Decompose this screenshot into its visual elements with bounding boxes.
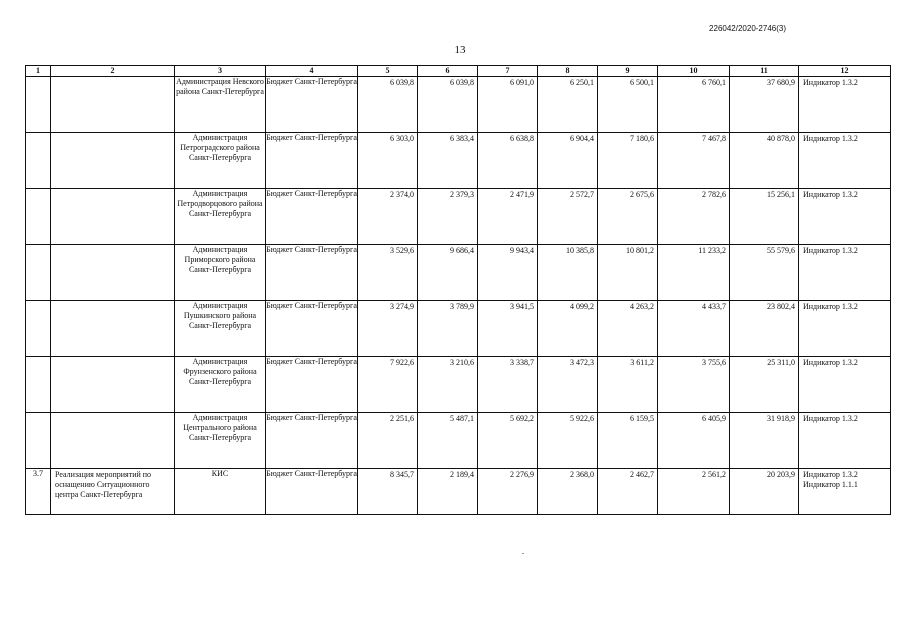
value-cell: 4 263,2	[598, 301, 658, 357]
table-row	[26, 413, 891, 469]
measure-name-cell	[51, 77, 175, 133]
value-cell: 9 943,4	[478, 245, 538, 301]
value-cell: 6 760,1	[658, 77, 730, 133]
measure-name-cell	[51, 245, 175, 301]
funding-source-cell: Бюджет Санкт-Петербурга	[266, 469, 358, 515]
value-cell: 3 611,2	[598, 357, 658, 413]
value-cell: 2 462,7	[598, 469, 658, 515]
value-cell: 8 345,7	[358, 469, 418, 515]
scan-speck	[522, 553, 524, 554]
table-row	[26, 469, 891, 515]
document-number: 226042/2020-2746(3)	[709, 24, 786, 33]
row-number-cell	[26, 133, 51, 189]
executor-cell: Администрация Петроградского района Санкт-Петербурга	[175, 133, 266, 189]
table-row	[26, 301, 891, 357]
budget-table	[25, 65, 891, 515]
value-cell: 15 256,1	[730, 189, 799, 245]
measure-name-cell	[51, 357, 175, 413]
value-cell: 11 233,2	[658, 245, 730, 301]
value-cell: 6 383,4	[418, 133, 478, 189]
value-cell: 6 039,8	[358, 77, 418, 133]
value-cell: 7 467,8	[658, 133, 730, 189]
value-cell: 23 802,4	[730, 301, 799, 357]
value-cell: 2 675,6	[598, 189, 658, 245]
page-number: 13	[454, 44, 466, 56]
row-number-cell	[26, 357, 51, 413]
value-cell: 3 472,3	[538, 357, 598, 413]
value-cell: 55 579,6	[730, 245, 799, 301]
value-cell: 5 487,1	[418, 413, 478, 469]
value-cell: 4 433,7	[658, 301, 730, 357]
funding-source-cell: Бюджет Санкт-Петербурга	[266, 133, 358, 189]
value-cell: 4 099,2	[538, 301, 598, 357]
row-number-cell: 3.7	[26, 469, 51, 515]
executor-cell: Администрация Приморского района Санкт-Петербурга	[175, 245, 266, 301]
indicator-cell: Индикатор 1.3.2 Индикатор 1.1.1	[799, 469, 891, 515]
value-cell: 9 686,4	[418, 245, 478, 301]
indicator-cell: Индикатор 1.3.2	[799, 77, 891, 133]
indicator-cell: Индикатор 1.3.2	[799, 133, 891, 189]
value-cell: 7 180,6	[598, 133, 658, 189]
table-row	[26, 189, 891, 245]
value-cell: 6 904,4	[538, 133, 598, 189]
column-header: 7	[478, 66, 538, 77]
value-cell: 6 405,9	[658, 413, 730, 469]
value-cell: 3 941,5	[478, 301, 538, 357]
value-cell: 5 922,6	[538, 413, 598, 469]
value-cell: 7 922,6	[358, 357, 418, 413]
indicator-cell: Индикатор 1.3.2	[799, 189, 891, 245]
executor-cell: КИС	[175, 469, 266, 515]
value-cell: 3 274,9	[358, 301, 418, 357]
column-header: 6	[418, 66, 478, 77]
funding-source-cell: Бюджет Санкт-Петербурга	[266, 301, 358, 357]
indicator-cell: Индикатор 1.3.2	[799, 357, 891, 413]
value-cell: 10 385,8	[538, 245, 598, 301]
funding-source-cell: Бюджет Санкт-Петербурга	[266, 357, 358, 413]
column-header: 4	[266, 66, 358, 77]
row-number-cell	[26, 301, 51, 357]
funding-source-cell: Бюджет Санкт-Петербурга	[266, 413, 358, 469]
executor-cell: Администрация Фрунзенского района Санкт-Петербурга	[175, 357, 266, 413]
value-cell: 37 680,9	[730, 77, 799, 133]
value-cell: 2 368,0	[538, 469, 598, 515]
column-header: 3	[175, 66, 266, 77]
value-cell: 6 500,1	[598, 77, 658, 133]
value-cell: 2 782,6	[658, 189, 730, 245]
column-header: 1	[26, 66, 51, 77]
row-number-cell	[26, 77, 51, 133]
measure-name-cell	[51, 133, 175, 189]
funding-source-cell: Бюджет Санкт-Петербурга	[266, 245, 358, 301]
value-cell: 5 692,2	[478, 413, 538, 469]
executor-cell: Администрация Пушкинского района Санкт-Петербурга	[175, 301, 266, 357]
table-row	[26, 245, 891, 301]
value-cell: 2 374,0	[358, 189, 418, 245]
table-header-row	[26, 66, 891, 77]
executor-cell: Администрация Центрального района Санкт-Петербурга	[175, 413, 266, 469]
executor-cell: Администрация Петродворцового района Санкт-Петербурга	[175, 189, 266, 245]
funding-source-cell: Бюджет Санкт-Петербурга	[266, 189, 358, 245]
value-cell: 31 918,9	[730, 413, 799, 469]
value-cell: 20 203,9	[730, 469, 799, 515]
measure-name-cell	[51, 413, 175, 469]
value-cell: 3 789,9	[418, 301, 478, 357]
column-header: 11	[730, 66, 799, 77]
indicator-cell: Индикатор 1.3.2	[799, 301, 891, 357]
value-cell: 2 276,9	[478, 469, 538, 515]
value-cell: 3 529,6	[358, 245, 418, 301]
funding-source-cell: Бюджет Санкт-Петербурга	[266, 77, 358, 133]
measure-name-cell: Реализация мероприятий по оснащению Ситуационного центра Санкт-Петербурга	[51, 469, 175, 515]
row-number-cell	[26, 189, 51, 245]
value-cell: 6 039,8	[418, 77, 478, 133]
value-cell: 6 638,8	[478, 133, 538, 189]
measure-name-cell	[51, 189, 175, 245]
value-cell: 2 379,3	[418, 189, 478, 245]
column-header: 8	[538, 66, 598, 77]
value-cell: 6 303,0	[358, 133, 418, 189]
column-header: 12	[799, 66, 891, 77]
value-cell: 2 471,9	[478, 189, 538, 245]
value-cell: 2 572,7	[538, 189, 598, 245]
value-cell: 6 091,0	[478, 77, 538, 133]
value-cell: 3 210,6	[418, 357, 478, 413]
table-row	[26, 133, 891, 189]
column-header: 5	[358, 66, 418, 77]
executor-cell: Администрация Невского района Санкт-Петербурга	[175, 77, 266, 133]
value-cell: 3 755,6	[658, 357, 730, 413]
value-cell: 25 311,0	[730, 357, 799, 413]
value-cell: 2 251,6	[358, 413, 418, 469]
value-cell: 40 878,0	[730, 133, 799, 189]
column-header: 2	[51, 66, 175, 77]
table-row	[26, 357, 891, 413]
value-cell: 10 801,2	[598, 245, 658, 301]
value-cell: 6 159,5	[598, 413, 658, 469]
value-cell: 2 189,4	[418, 469, 478, 515]
row-number-cell	[26, 245, 51, 301]
row-number-cell	[26, 413, 51, 469]
value-cell: 2 561,2	[658, 469, 730, 515]
measure-name-cell	[51, 301, 175, 357]
table-row	[26, 77, 891, 133]
indicator-cell: Индикатор 1.3.2	[799, 413, 891, 469]
column-header: 9	[598, 66, 658, 77]
value-cell: 6 250,1	[538, 77, 598, 133]
indicator-cell: Индикатор 1.3.2	[799, 245, 891, 301]
column-header: 10	[658, 66, 730, 77]
value-cell: 3 338,7	[478, 357, 538, 413]
